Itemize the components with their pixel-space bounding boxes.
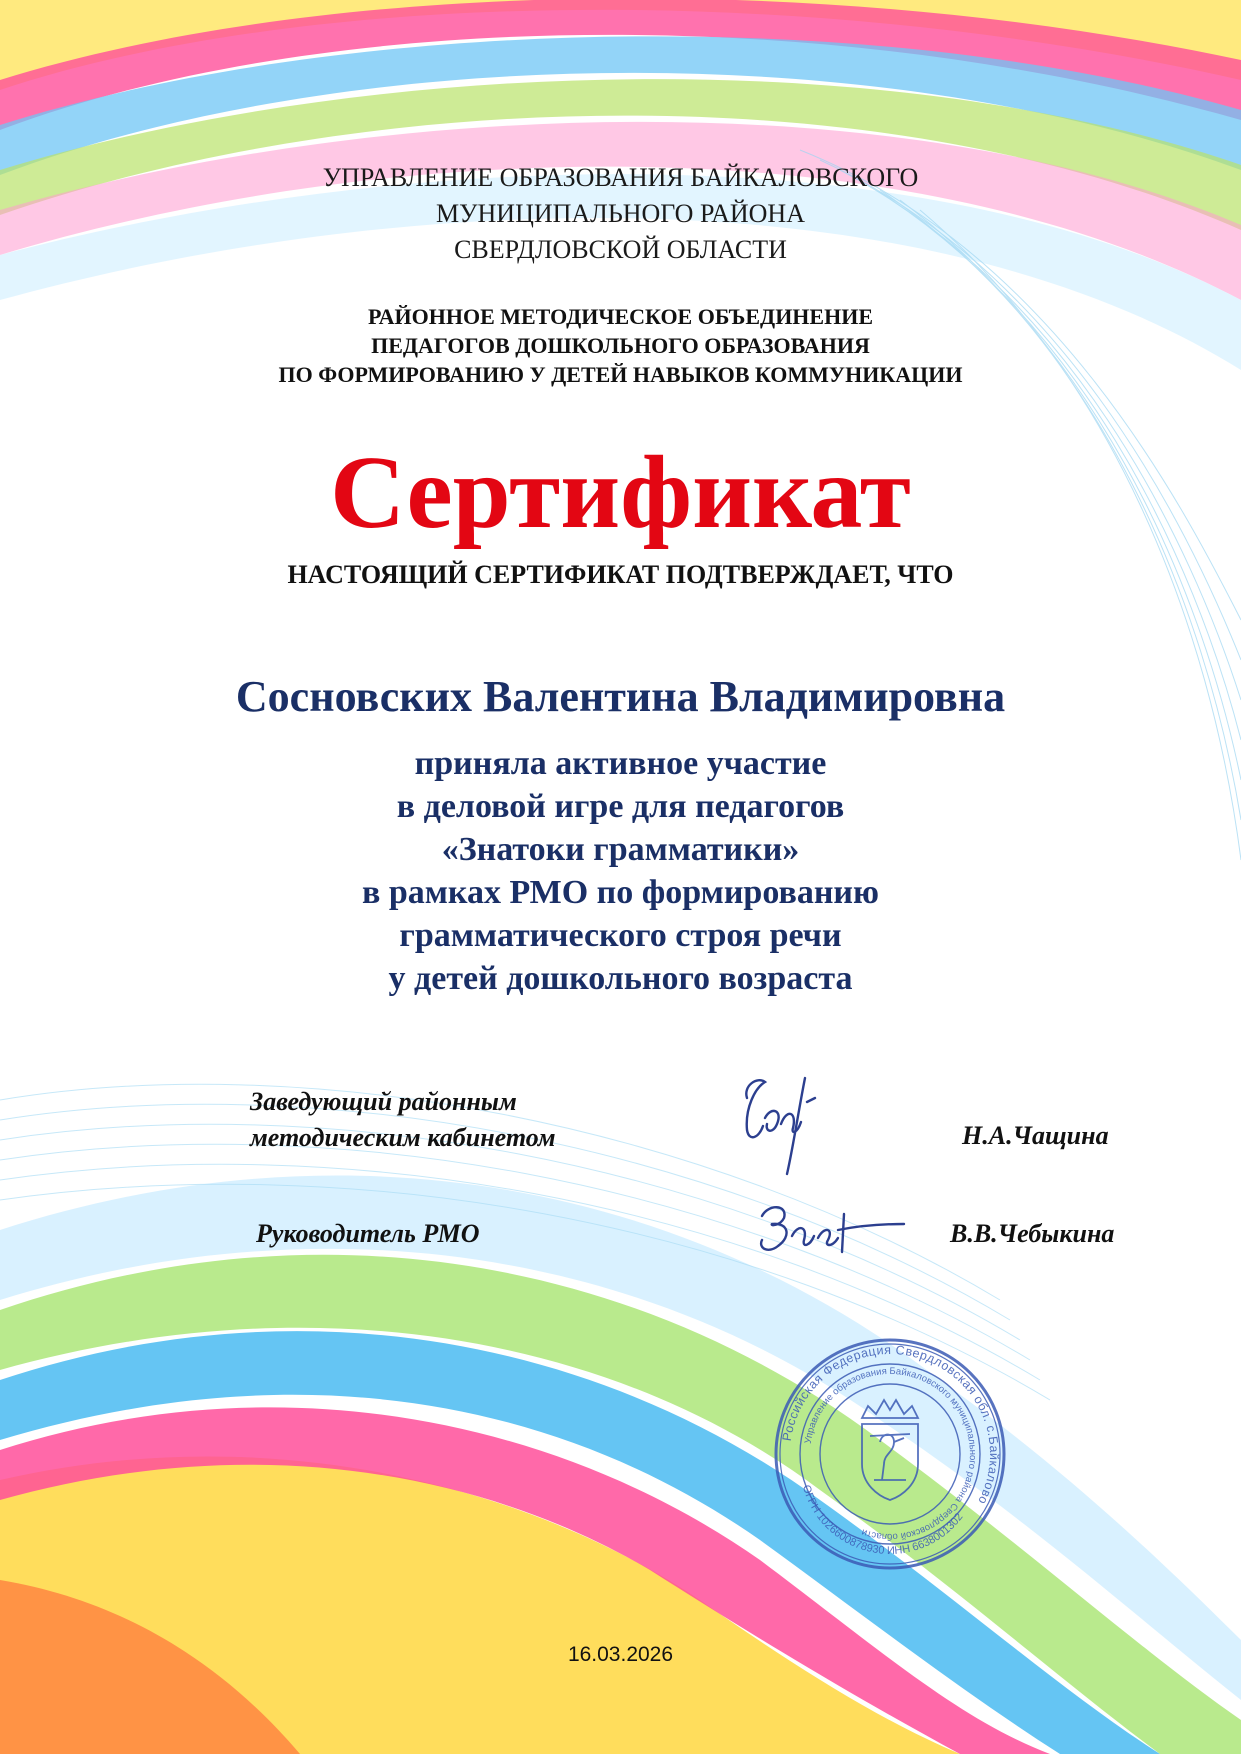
body-line-1: приняла активное участие: [414, 745, 827, 782]
org-header: [0, 160, 1241, 268]
recipient-name: Сосновских Валентина Владимировна: [235, 672, 1006, 721]
signature-2-role: [256, 1216, 480, 1252]
signature-1-name: Н.А.Чащина: [962, 1121, 1109, 1150]
body-line-3: «Знатоки грамматики»: [441, 831, 800, 868]
issue-date: 16.03.2026: [567, 1643, 674, 1666]
stamp-inner-text: Управление образования Байкаловского муниципального района Свердловской области: [802, 1365, 979, 1543]
signature-2-handwriting: [748, 1196, 908, 1270]
official-stamp: [770, 1334, 1010, 1574]
rmo-header: [0, 302, 1241, 389]
org-line-1: УПРАВЛЕНИЕ ОБРАЗОВАНИЯ БАЙКАЛОВСКОГО: [322, 163, 919, 192]
certificate-subtitle: НАСТОЯЩИЙ СЕРТИФИКАТ ПОДТВЕРЖДАЕТ, ЧТО: [287, 560, 954, 589]
org-line-2: МУНИЦИПАЛЬНОГО РАЙОНА: [436, 199, 805, 228]
body-line-4: в рамках РМО по формированию: [361, 874, 879, 911]
body-line-6: у детей дошкольного возраста: [388, 960, 853, 997]
coat-of-arms-icon: [862, 1400, 918, 1500]
signature-2-name: В.В.Чебыкина: [950, 1219, 1115, 1248]
certificate-title: Сертификат: [330, 435, 911, 550]
signature-2-role-line-1: Руководитель РМО: [256, 1219, 480, 1248]
body-line-2: в деловой игре для педагогов: [396, 788, 845, 825]
certificate-body: [0, 742, 1241, 1000]
body-line-5: грамматического строя речи: [399, 917, 842, 954]
signature-1-handwriting: [735, 1068, 835, 1180]
signature-1-role: [250, 1084, 556, 1156]
rmo-line-2: ПЕДАГОГОВ ДОШКОЛЬНОГО ОБРАЗОВАНИЯ: [371, 333, 870, 358]
org-line-3: СВЕРДЛОВСКОЙ ОБЛАСТИ: [454, 235, 787, 264]
rmo-line-3: ПО ФОРМИРОВАНИЮ У ДЕТЕЙ НАВЫКОВ КОММУНИКАЦИИ: [278, 362, 963, 387]
stamp-outer-text: Российская Федерация Свердловская обл. с.Байкалово: [779, 1342, 1002, 1507]
signature-1-role-line-2: методическим кабинетом: [250, 1123, 556, 1152]
signature-1-role-line-1: Заведующий районным: [250, 1087, 517, 1116]
stamp-bottom-text: ОГРН 1026600878930 ИНН 6638001302: [799, 1483, 966, 1558]
svg-text:Управление образования Байкало: [803, 1366, 978, 1542]
rmo-line-1: РАЙОННОЕ МЕТОДИЧЕСКОЕ ОБЪЕДИНЕНИЕ: [368, 304, 873, 329]
